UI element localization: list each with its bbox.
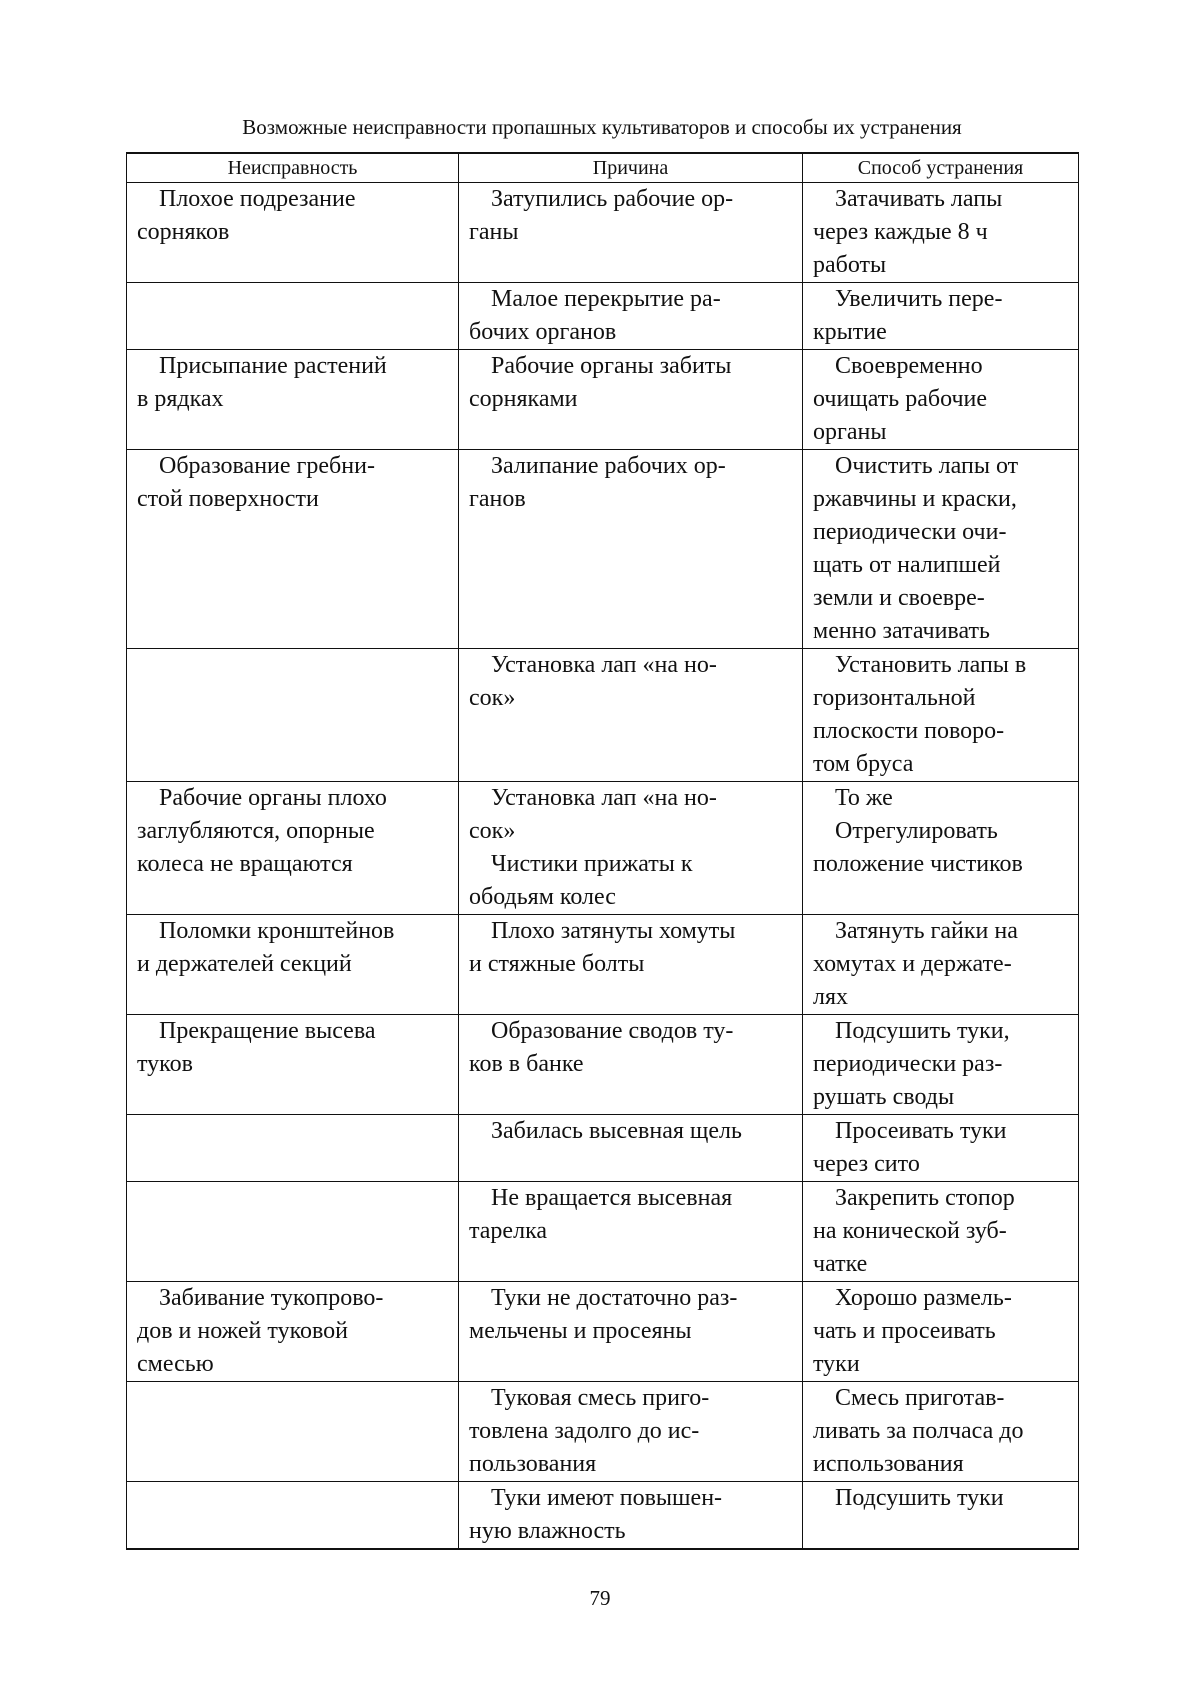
table-row — [127, 350, 1079, 450]
cause-cell: Туки имеют повышен- ную влажность — [459, 1482, 803, 1550]
cause-cell: Малое перекрытие ра- бочих органов — [459, 283, 803, 350]
remedy-cell: Установить лапы в горизонтальной плоскости поворо- том бруса — [803, 649, 1079, 782]
faults-table — [126, 152, 1079, 1550]
fault-cell — [127, 649, 459, 782]
remedy-cell: Подсушить туки — [803, 1482, 1079, 1550]
cause-cell: Туковая смесь приго- товлена задолго до ис- пользования — [459, 1382, 803, 1482]
table-row — [127, 1382, 1079, 1482]
cause-cell: Туки не достаточно раз- мельчены и просеяны — [459, 1282, 803, 1382]
cause-cell: Затупились рабочие ор- ганы — [459, 183, 803, 283]
table-row — [127, 450, 1079, 649]
remedy-cell: То же Отрегулировать положение чистиков — [803, 782, 1079, 915]
fault-cell: Рабочие органы плохо заглубляются, опорные колеса не вращаются — [127, 782, 459, 915]
remedy-cell: Просеивать туки через сито — [803, 1115, 1079, 1182]
fault-cell: Поломки кронштейнов и держателей секций — [127, 915, 459, 1015]
remedy-cell: Подсушить туки, периодически раз- рушать своды — [803, 1015, 1079, 1115]
table-row — [127, 1282, 1079, 1382]
fault-cell: Присыпание растений в рядках — [127, 350, 459, 450]
fault-cell — [127, 1482, 459, 1550]
table-row — [127, 1115, 1079, 1182]
remedy-cell: Увеличить пере- крытие — [803, 283, 1079, 350]
remedy-cell: Своевременно очищать рабочие органы — [803, 350, 1079, 450]
cause-cell: Не вращается высевная тарелка — [459, 1182, 803, 1282]
fault-cell — [127, 283, 459, 350]
cause-cell: Установка лап «на но- сок» Чистики прижаты к ободьям колес — [459, 782, 803, 915]
fault-cell: Забивание тукопрово- дов и ножей туковой смесью — [127, 1282, 459, 1382]
fault-cell — [127, 1182, 459, 1282]
remedy-cell: Затачивать лапы через каждые 8 ч работы — [803, 183, 1079, 283]
remedy-cell: Очистить лапы от ржавчины и краски, периодически очи- щать от налипшей земли и своевре- менно затачивать — [803, 450, 1079, 649]
table-caption: Возможные неисправности пропашных культиваторов и способы их устранения — [242, 115, 962, 139]
table-row — [127, 283, 1079, 350]
table-row — [127, 1182, 1079, 1282]
remedy-cell: Хорошо размель- чать и просеивать туки — [803, 1282, 1079, 1382]
table-row — [127, 649, 1079, 782]
header-cause: Причина — [459, 153, 803, 183]
remedy-cell: Затянуть гайки на хомутах и держате- лях — [803, 915, 1079, 1015]
fault-cell — [127, 1115, 459, 1182]
header-remedy: Способ устранения — [803, 153, 1079, 183]
cause-cell: Забилась высевная щель — [459, 1115, 803, 1182]
table-row — [127, 1482, 1079, 1550]
fault-cell: Прекращение высева туков — [127, 1015, 459, 1115]
table-header-row — [127, 153, 1079, 183]
header-fault: Неисправность — [127, 153, 459, 183]
cause-cell: Установка лап «на но- сок» — [459, 649, 803, 782]
fault-cell — [127, 1382, 459, 1482]
remedy-cell: Смесь приготав- ливать за полчаса до использования — [803, 1382, 1079, 1482]
fault-cell: Образование гребни- стой поверхности — [127, 450, 459, 649]
page-number: 79 — [589, 1586, 611, 1610]
remedy-cell: Закрепить стопор на конической зуб- чатке — [803, 1182, 1079, 1282]
cause-cell: Залипание рабочих ор- ганов — [459, 450, 803, 649]
table-row — [127, 1015, 1079, 1115]
fault-cell: Плохое подрезание сорняков — [127, 183, 459, 283]
table-row — [127, 915, 1079, 1015]
cause-cell: Плохо затянуты хомуты и стяжные болты — [459, 915, 803, 1015]
table-row — [127, 782, 1079, 915]
cause-cell: Образование сводов ту- ков в банке — [459, 1015, 803, 1115]
table-row — [127, 183, 1079, 283]
cause-cell: Рабочие органы забиты сорняками — [459, 350, 803, 450]
